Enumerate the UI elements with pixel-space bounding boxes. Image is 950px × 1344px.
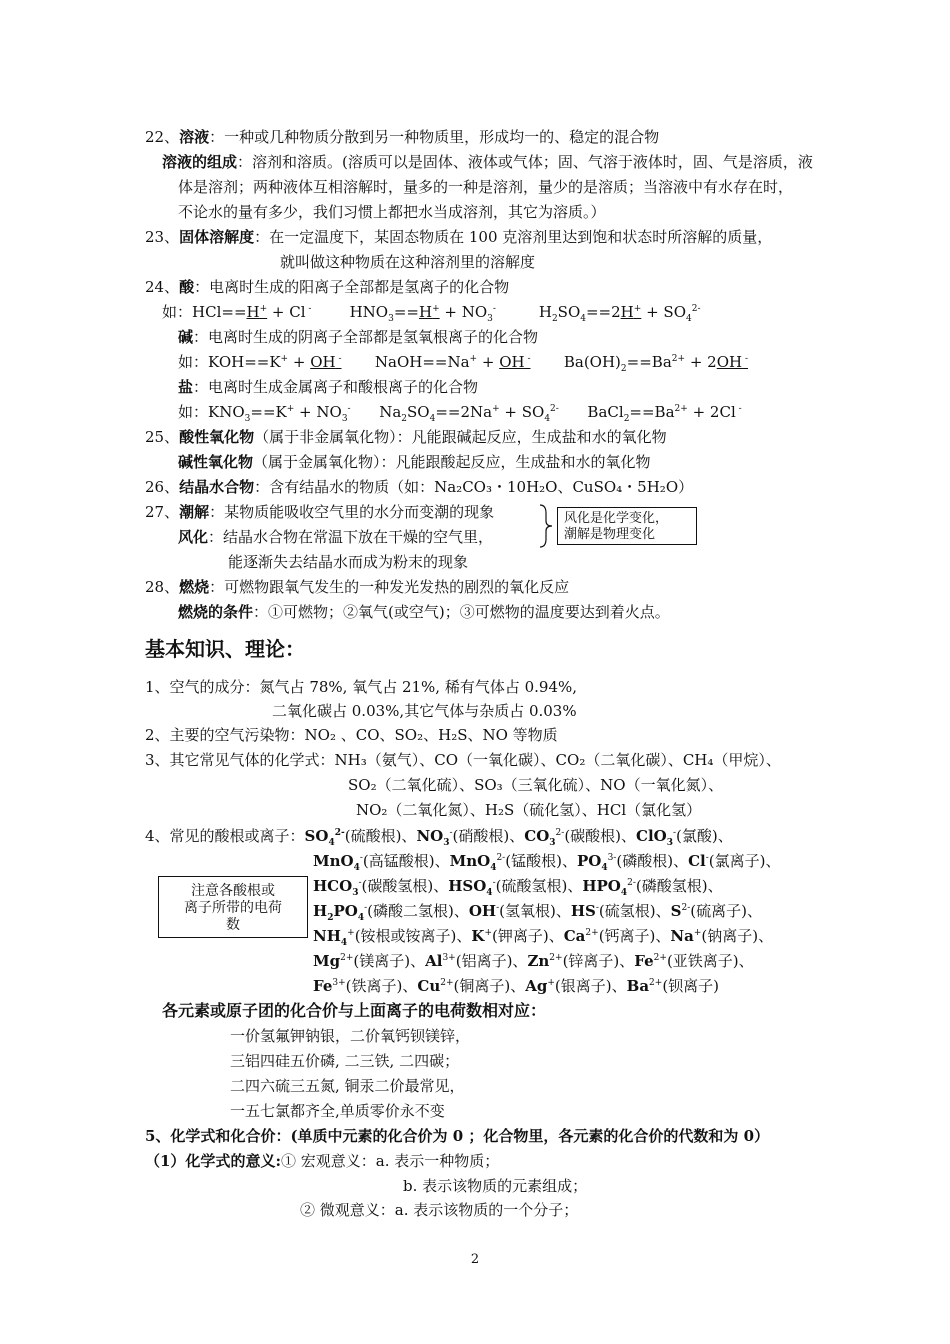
k1-line1: 1、空气的成分：氮气占 78%, 氧气占 21%, 稀有气体占 0.94%, (145, 678, 578, 696)
definition-text: ：电离时生成金属离子和酸根离子的化合物 (193, 378, 479, 396)
k5-1-a: ① 宏观意义：a. 表示一种物质； (280, 1152, 500, 1170)
k3-line2: SO₂（二氧化硫）、SO₃（三氧化硫）、NO（一氧化氮）、 (348, 776, 724, 794)
def-27b-line2: 能逐渐失去结晶水而成为粉末的现象 (228, 553, 469, 571)
k4-ions-line6: $Mg^{2+}$(镁离子)、$Al^{3+}$(铝离子)、$Zn^{2+}$(锌离子)、$Fe^{2+}$(亚铁离子)、 (313, 952, 754, 970)
def-25 (145, 427, 667, 447)
definition-text: ：①可燃物；②氧气(或空气)；③可燃物的温度要达到着火点。 (253, 603, 670, 621)
item-number: 24、 (145, 278, 180, 296)
k4-ions-line1: 4、常见的酸根或离子：$SO_4^{2-}$(硫酸根)、$NO_3^-$(硝酸根)、$CO_3^{2-}$(碳酸根)、ClO$_3$-(氯酸)、 (145, 827, 733, 848)
term-acid: 酸 (179, 278, 195, 296)
salt-examples: 如：$KNO_3==K^+ + NO_3^-$ $Na_2SO_4==2Na^+ + SO_4^{2-}$ $BaCl_2==Ba^{2+} + 2Cl$ - (178, 403, 742, 424)
rhyme-line-2: 三铝四硅五价磷, 二三铁, 二四碳； (230, 1052, 460, 1070)
item-number: 25、 (145, 428, 180, 446)
term-combustion-conditions: 燃烧的条件 (178, 603, 254, 621)
def-salt (178, 377, 478, 397)
def-23-line2: 就叫做这种物质在这种溶剂里的溶解度 (280, 253, 536, 271)
term-deliquescence: 潮解 (179, 503, 210, 521)
def-28b (178, 602, 670, 622)
term-solution-composition: 溶液的组成 (162, 153, 238, 171)
ion-note-line-3: 数 (226, 917, 240, 933)
definition-text: （属于非金属氧化物）：凡能跟碱起反应，生成盐和水的氧化物 (254, 428, 667, 446)
definition-text: ：溶剂和溶质。(溶质可以是固体、液体或气体；固、气溶于液体时，固、气是溶质，液 (237, 153, 813, 171)
def-28 (145, 577, 569, 597)
ion-note-box (158, 876, 308, 938)
curly-brace-icon (536, 503, 556, 549)
def-22 (145, 127, 659, 147)
term-salt: 盐 (178, 378, 194, 396)
definition-text: ：电离时生成的阳离子全部都是氢离子的化合物 (194, 278, 510, 296)
k5: 5、化学式和化合价：(单质中元素的化合价为 0 ；化合物里，各元素的化合价的代数和为 0） (145, 1127, 770, 1145)
page-number: 2 (470, 1252, 480, 1267)
term-base: 碱 (178, 328, 194, 346)
definition-text: ：电离时生成的阴离子全部都是氢氧根离子的化合物 (193, 328, 539, 346)
def-base (178, 327, 538, 347)
k4-ions-line2: MnO$_4$-(高锰酸根)、MnO$_4^{2-}$(锰酸根)、$PO_4^{3-}$(磷酸根)、Cl-(氯离子)、 (313, 852, 781, 873)
k5-1-label: （1）化学式的意义: (145, 1152, 281, 1170)
term-combustion: 燃烧 (179, 578, 210, 596)
item-number: 27、 (145, 503, 180, 521)
ion-note-line-1: 注意各酸根或 (191, 883, 275, 899)
item-number: 28、 (145, 578, 180, 596)
def-25b (178, 452, 651, 472)
term-acidic-oxide: 酸性氧化物 (179, 428, 255, 446)
term-solution: 溶液 (179, 128, 210, 146)
def-22b-line3: 不论水的量有多少，我们习惯上都把水当成溶剂，其它为溶质。） (178, 203, 606, 221)
ion-note-line-2: 离子所带的电荷 (184, 900, 282, 916)
base-examples: 如：KOH==K+ + OH - NaOH==Na+ + OH - $Ba(OH)_2==Ba^{2+} + 2OH$ - (178, 353, 748, 374)
item-number: 26、 (145, 478, 180, 496)
def-22b (162, 152, 813, 172)
section-heading: 基本知识、理论： (145, 637, 305, 661)
k4-ions-line3: $HCO_3^-$(碳酸氢根)、$HSO_4^-$(硫酸氢根)、$HPO_4^{2-}$(磷酸氢根)、 (313, 877, 723, 898)
k4-label: 4、常见的酸根或离子： (145, 827, 305, 845)
def-23 (145, 227, 772, 247)
k3-line1: 3、其它常见气体的化学式：NH₃（氨气）、CO（一氧化碳）、CO₂（二氧化碳）、CH₄（甲烷）、 (145, 751, 781, 769)
k5-1-c: ② 微观意义：a. 表示该物质的一个分子； (300, 1201, 579, 1219)
term-basic-oxide: 碱性氧化物 (178, 453, 254, 471)
definition-text: ：结晶水合物在常温下放在干燥的空气里， (208, 528, 494, 546)
def-22b-line2: 体是溶剂；两种液体互相溶解时，量多的一种是溶剂，量少的是溶质；当溶液中有水存在时， (178, 178, 794, 196)
term-efflorescence: 风化 (178, 528, 209, 546)
k5-1-b: b. 表示该物质的元素组成； (403, 1177, 588, 1195)
definition-text: ：在一定温度下，某固态物质在 100 克溶剂里达到饱和状态时所溶解的质量， (254, 228, 773, 246)
definition-text: ：可燃物跟氧气发生的一种发光发热的剧烈的氧化反应 (209, 578, 570, 596)
def-26 (145, 477, 693, 497)
k3-line3: NO₂（二氧化氮）、H₂S（硫化氢）、HCl（氯化氢） (356, 801, 702, 819)
definition-text: ：一种或几种物质分散到另一种物质里，形成均一的、稳定的混合物 (209, 128, 660, 146)
k1-line2: 二氧化碳占 0.03%,其它气体与杂质占 0.03% (272, 702, 577, 720)
def-27b (178, 527, 493, 547)
note-line-1: 风化是化学变化， (564, 511, 669, 526)
definition-text: （属于金属氧化物）：凡能跟酸起反应，生成盐和水的氧化物 (253, 453, 651, 471)
k5-1 (145, 1151, 499, 1171)
note-line-2: 潮解是物理变化 (564, 527, 656, 542)
valence-heading: 各元素或原子团的化合价与上面离子的电荷数相对应： (162, 1001, 547, 1020)
rhyme-line-3: 二四六硫三五氮, 铜汞二价最常见， (230, 1077, 465, 1095)
k2: 2、主要的空气污染物：NO₂ 、CO、SO₂、H₂S、NO 等物质 (145, 726, 558, 744)
k4-ions-line4: $H_2PO_4^-$(磷酸二氢根)、OH-(氢氧根)、HS-(硫氢根)、$S^{2-}$(硫离子)、 (313, 902, 762, 923)
k4-ions-line5: $NH_4^+$(铵根或铵离子)、K+(钾离子)、$Ca^{2+}$(钙离子)、Na+(钠离子)、 (313, 927, 774, 948)
rhyme-line-4: 一五七氯都齐全,单质零价永不变 (230, 1102, 445, 1120)
term-hydrate: 结晶水合物 (179, 478, 255, 496)
acid-examples: 如：HCl==H+ + Cl - $HNO_3==H^+ + NO_3^-$ $H_2SO_4==2H^+ + SO_4^{2-}$ (162, 303, 701, 324)
item-number: 23、 (145, 228, 180, 246)
def-24 (145, 277, 509, 297)
note-box-change-type (557, 507, 697, 545)
definition-text: ：含有结晶水的物质（如：Na₂CO₃・10H₂O、CuSO₄・5H₂O） (254, 478, 694, 496)
k4-ions-line7: $Fe^{3+}$(铁离子)、$Cu^{2+}$(铜离子)、Ag+(银离子)、$Ba^{2+}$(钡离子) (313, 977, 720, 995)
def-27 (145, 502, 494, 522)
item-number: 22、 (145, 128, 180, 146)
rhyme-line-1: 一价氢氟钾钠银，二价氧钙钡镁锌， (230, 1027, 471, 1045)
definition-text: ：某物质能吸收空气里的水分而变潮的现象 (209, 503, 495, 521)
term-solubility: 固体溶解度 (179, 228, 255, 246)
